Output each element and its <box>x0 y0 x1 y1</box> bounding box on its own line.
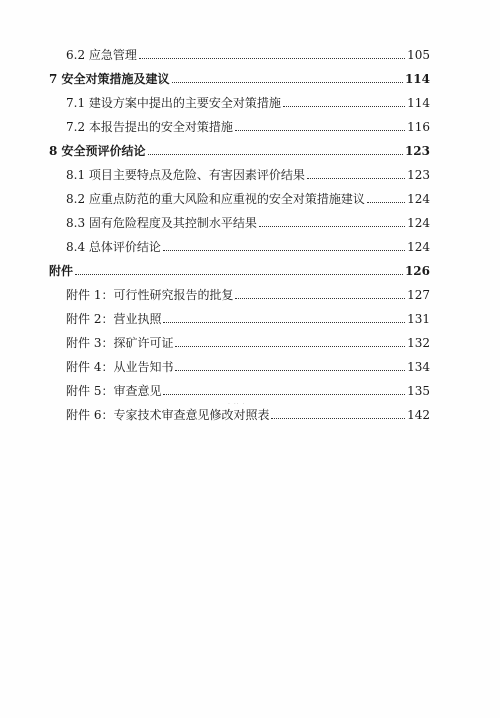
toc-leader-dots <box>307 177 405 179</box>
toc-entry-page: 114 <box>407 96 430 110</box>
toc-leader-dots <box>175 345 405 347</box>
toc-entry-label: 8.3 固有危险程度及其控制水平结果 <box>66 216 257 230</box>
toc-entry-attachments <box>49 260 430 278</box>
toc-leader-dots <box>175 369 405 371</box>
toc-entry-8 <box>49 140 430 158</box>
toc-entry-label: 7.1 建设方案中提出的主要安全对策措施 <box>66 96 281 110</box>
toc-entry-label: 附件 3：探矿许可证 <box>66 336 174 350</box>
toc-leader-dots <box>235 297 405 299</box>
toc-entry-page: 126 <box>404 264 430 278</box>
toc-entry-page: 124 <box>407 216 430 230</box>
toc-entry-8-4 <box>66 236 430 254</box>
toc-entry-label: 附件 4：从业告知书 <box>66 360 174 374</box>
toc-entry-page: 131 <box>407 312 430 326</box>
toc-entry-6-2 <box>66 44 430 62</box>
toc-entry-label: 8.1 项目主要特点及危险、有害因素评价结果 <box>66 168 305 182</box>
page-footer-mark: · ·· · <box>228 401 246 408</box>
toc-entry-label: 6.2 应急管理 <box>66 48 137 62</box>
toc-entry-attachment-2 <box>66 308 430 326</box>
toc-leader-dots <box>163 249 405 251</box>
toc-entry-8-2 <box>66 188 430 206</box>
toc-entry-page: 127 <box>407 288 430 302</box>
toc-entry-7 <box>49 68 430 86</box>
toc-entry-7-1 <box>66 92 430 110</box>
toc-entry-label: 8 安全预评价结论 <box>49 144 146 158</box>
toc-entry-attachment-3 <box>66 332 430 350</box>
toc-entry-label: 附件 1：可行性研究报告的批复 <box>66 288 234 302</box>
toc-entry-label: 8.2 应重点防范的重大风险和应重视的安全对策措施建议 <box>66 192 365 206</box>
toc-entry-label: 8.4 总体评价结论 <box>66 240 161 254</box>
toc-entry-page: 123 <box>404 144 430 158</box>
toc-entry-page: 135 <box>407 384 430 398</box>
toc-leader-dots <box>271 417 405 419</box>
toc-entry-8-3 <box>66 212 430 230</box>
toc-entry-7-2 <box>66 116 430 134</box>
toc-entry-label: 附件 5：审查意见 <box>66 384 162 398</box>
toc-leader-dots <box>367 201 405 203</box>
toc-leader-dots <box>172 81 403 83</box>
toc-entry-label: 7 安全对策措施及建议 <box>49 72 170 86</box>
toc-leader-dots <box>163 321 405 323</box>
toc-leader-dots <box>163 393 405 395</box>
toc-entry-page: 134 <box>407 360 430 374</box>
toc-entry-page: 123 <box>407 168 430 182</box>
toc-entry-page: 124 <box>407 192 430 206</box>
toc-entry-8-1 <box>66 164 430 182</box>
toc-entry-page: 124 <box>407 240 430 254</box>
toc-leader-dots <box>259 225 405 227</box>
toc-entry-attachment-1 <box>66 284 430 302</box>
toc-leader-dots <box>148 153 403 155</box>
toc-entry-page: 116 <box>407 120 430 134</box>
toc-entry-label: 附件 2：营业执照 <box>66 312 162 326</box>
toc-entry-page: 132 <box>407 336 430 350</box>
toc-entry-page: 114 <box>404 72 430 86</box>
toc-entry-attachment-5 <box>66 380 430 398</box>
toc-entry-attachment-4 <box>66 356 430 374</box>
toc-entry-page: 142 <box>407 408 430 422</box>
toc-leader-dots <box>139 57 405 59</box>
toc-leader-dots <box>235 129 405 131</box>
toc-entry-page: 105 <box>407 48 430 62</box>
toc-leader-dots <box>75 273 403 275</box>
toc-leader-dots <box>283 105 405 107</box>
toc-entry-label: 附件 6：专家技术审查意见修改对照表 <box>66 408 270 422</box>
toc-entry-label: 7.2 本报告提出的安全对策措施 <box>66 120 233 134</box>
toc-entry-label: 附件 <box>49 264 74 278</box>
